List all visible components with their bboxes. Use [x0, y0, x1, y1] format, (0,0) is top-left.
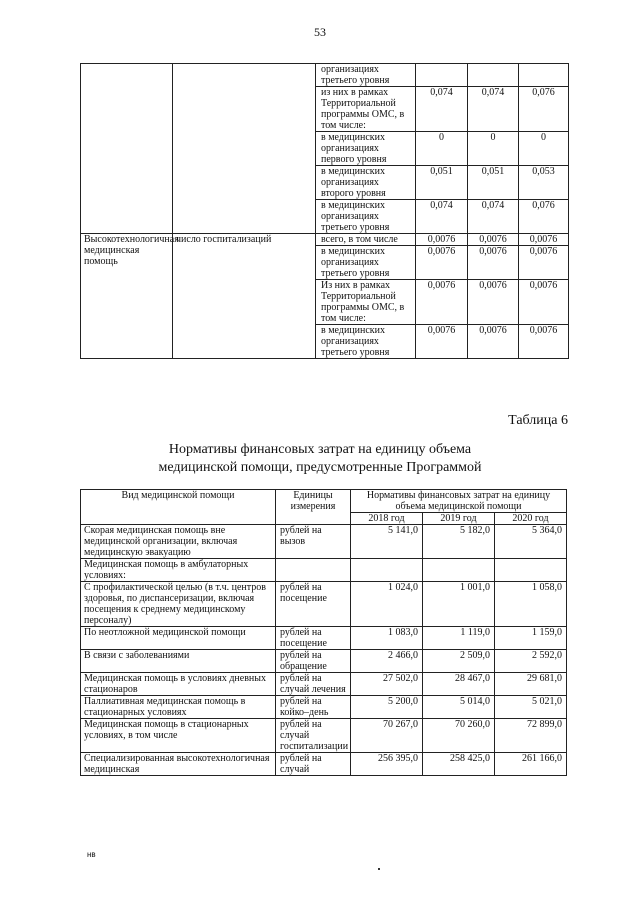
description-cell: в медицинских организациях третьего уровня — [316, 200, 416, 234]
care-type-cell: По неотложной медицинской помощи — [81, 627, 276, 650]
value-cell: 0,0076 — [519, 325, 569, 359]
indicator-cell — [173, 64, 316, 234]
hospitalization-volume-table — [80, 63, 569, 359]
value-cell: 0,074 — [416, 200, 468, 234]
table-row — [81, 64, 569, 87]
description-cell: из них в рамках Территориальной программы ОМС, в том числе: — [316, 87, 416, 132]
table-title-line-2: медицинской помощи, предусмотренные Программой — [158, 460, 482, 475]
description-cell: в медицинских организациях третьего уровня — [316, 325, 416, 359]
value-cell — [351, 559, 423, 582]
table-row — [81, 696, 567, 719]
value-cell: 1 001,0 — [423, 582, 495, 627]
unit-cell: рублей на посещение — [276, 627, 351, 650]
value-cell: 0,051 — [416, 166, 468, 200]
care-type-cell — [81, 64, 173, 234]
description-cell: организациях третьего уровня — [316, 64, 416, 87]
value-cell — [519, 64, 569, 87]
value-cell: 2 592,0 — [495, 650, 567, 673]
header-care-type: Вид медицинской помощи — [81, 490, 276, 525]
value-cell: 29 681,0 — [495, 673, 567, 696]
care-type-cell: Скорая медицинская помощь вне медицинской организации, включая медицинскую эвакуацию — [81, 525, 276, 559]
value-cell: 5 141,0 — [351, 525, 423, 559]
unit-cell: рублей на случай госпитализации — [276, 719, 351, 753]
unit-cell: рублей на вызов — [276, 525, 351, 559]
value-cell — [468, 64, 519, 87]
table-row — [81, 559, 567, 582]
care-type-cell: Паллиативная медицинская помощь в стационарных условиях — [81, 696, 276, 719]
care-type-cell: В связи с заболеваниями — [81, 650, 276, 673]
table-label: Таблица 6 — [508, 413, 568, 428]
unit-cell: рублей на койко–день — [276, 696, 351, 719]
table-title-line-1: Нормативы финансовых затрат на единицу объема — [168, 442, 472, 457]
value-cell: 27 502,0 — [351, 673, 423, 696]
value-cell: 0,0076 — [416, 325, 468, 359]
care-type-cell: Специализированная высокотехнологичная медицинская — [81, 753, 276, 776]
table-row — [81, 582, 567, 627]
header-unit: Единицы измерения — [276, 490, 351, 525]
care-type-cell: Медицинская помощь в амбулаторных условиях: — [81, 559, 276, 582]
description-cell: в медицинских организациях третьего уровня — [316, 246, 416, 280]
value-cell: 0,053 — [519, 166, 569, 200]
value-cell: 1 024,0 — [351, 582, 423, 627]
value-cell: 0,074 — [468, 200, 519, 234]
table-title — [0, 441, 640, 477]
table-row — [81, 627, 567, 650]
scan-dot — [378, 868, 380, 870]
value-cell: 0,0076 — [468, 280, 519, 325]
table-row — [81, 234, 569, 246]
value-cell: 0,0076 — [416, 246, 468, 280]
header-norms: Нормативы финансовых затрат на единицу объема медицинской помощи — [351, 490, 567, 513]
care-type-cell: Медицинская помощь в стационарных условиях, в том числе — [81, 719, 276, 753]
value-cell: 0,0076 — [519, 234, 569, 246]
value-cell: 1 159,0 — [495, 627, 567, 650]
page-number: 53 — [314, 25, 326, 39]
value-cell: 72 899,0 — [495, 719, 567, 753]
description-cell: в медицинских организациях второго уровня — [316, 166, 416, 200]
value-cell: 0 — [416, 132, 468, 166]
care-type-cell: С профилактической целью (в т.ч. центров здоровья, по диспансеризации, включая посещения к среднему медицинскому персоналу) — [81, 582, 276, 627]
unit-cell: рублей на обращение — [276, 650, 351, 673]
value-cell: 1 083,0 — [351, 627, 423, 650]
value-cell: 0,0076 — [519, 280, 569, 325]
value-cell — [495, 559, 567, 582]
value-cell: 0,074 — [416, 87, 468, 132]
value-cell: 0,076 — [519, 87, 569, 132]
table-row — [81, 753, 567, 776]
value-cell: 70 267,0 — [351, 719, 423, 753]
description-cell: Из них в рамках Территориальной программы ОМС, в том числе: — [316, 280, 416, 325]
unit-cell: рублей на посещение — [276, 582, 351, 627]
value-cell: 5 182,0 — [423, 525, 495, 559]
value-cell: 0,076 — [519, 200, 569, 234]
value-cell: 5 200,0 — [351, 696, 423, 719]
header-year-2019: 2019 год — [423, 513, 495, 525]
value-cell — [423, 559, 495, 582]
value-cell: 0,0076 — [519, 246, 569, 280]
table-row — [81, 525, 567, 559]
unit-cell: рублей на случай — [276, 753, 351, 776]
value-cell: 5 021,0 — [495, 696, 567, 719]
footer-mark: нв — [87, 850, 96, 859]
value-cell: 0,0076 — [468, 325, 519, 359]
value-cell: 0,074 — [468, 87, 519, 132]
description-cell: в медицинских организациях первого уровня — [316, 132, 416, 166]
value-cell: 2 509,0 — [423, 650, 495, 673]
value-cell: 28 467,0 — [423, 673, 495, 696]
value-cell: 0,0076 — [416, 280, 468, 325]
table-row — [81, 673, 567, 696]
value-cell: 2 466,0 — [351, 650, 423, 673]
table-row — [81, 719, 567, 753]
value-cell: 0,0076 — [416, 234, 468, 246]
care-type-cell: Высокотехнологичная медицинская помощь — [81, 234, 173, 359]
unit-cell — [276, 559, 351, 582]
value-cell: 0,051 — [468, 166, 519, 200]
financial-norms-table — [80, 489, 567, 776]
value-cell: 5 364,0 — [495, 525, 567, 559]
value-cell: 258 425,0 — [423, 753, 495, 776]
care-type-cell: Медицинская помощь в условиях дневных стационаров — [81, 673, 276, 696]
value-cell: 5 014,0 — [423, 696, 495, 719]
value-cell: 1 058,0 — [495, 582, 567, 627]
value-cell — [416, 64, 468, 87]
value-cell: 261 166,0 — [495, 753, 567, 776]
value-cell: 0,0076 — [468, 234, 519, 246]
value-cell: 0 — [468, 132, 519, 166]
value-cell: 70 260,0 — [423, 719, 495, 753]
header-year-2018: 2018 год — [351, 513, 423, 525]
value-cell: 1 119,0 — [423, 627, 495, 650]
value-cell: 0,0076 — [468, 246, 519, 280]
unit-cell: рублей на случай лечения — [276, 673, 351, 696]
description-cell: всего, в том числе — [316, 234, 416, 246]
value-cell: 0 — [519, 132, 569, 166]
header-year-2020: 2020 год — [495, 513, 567, 525]
table-row — [81, 650, 567, 673]
value-cell: 256 395,0 — [351, 753, 423, 776]
indicator-cell: число госпитализаций — [173, 234, 316, 359]
